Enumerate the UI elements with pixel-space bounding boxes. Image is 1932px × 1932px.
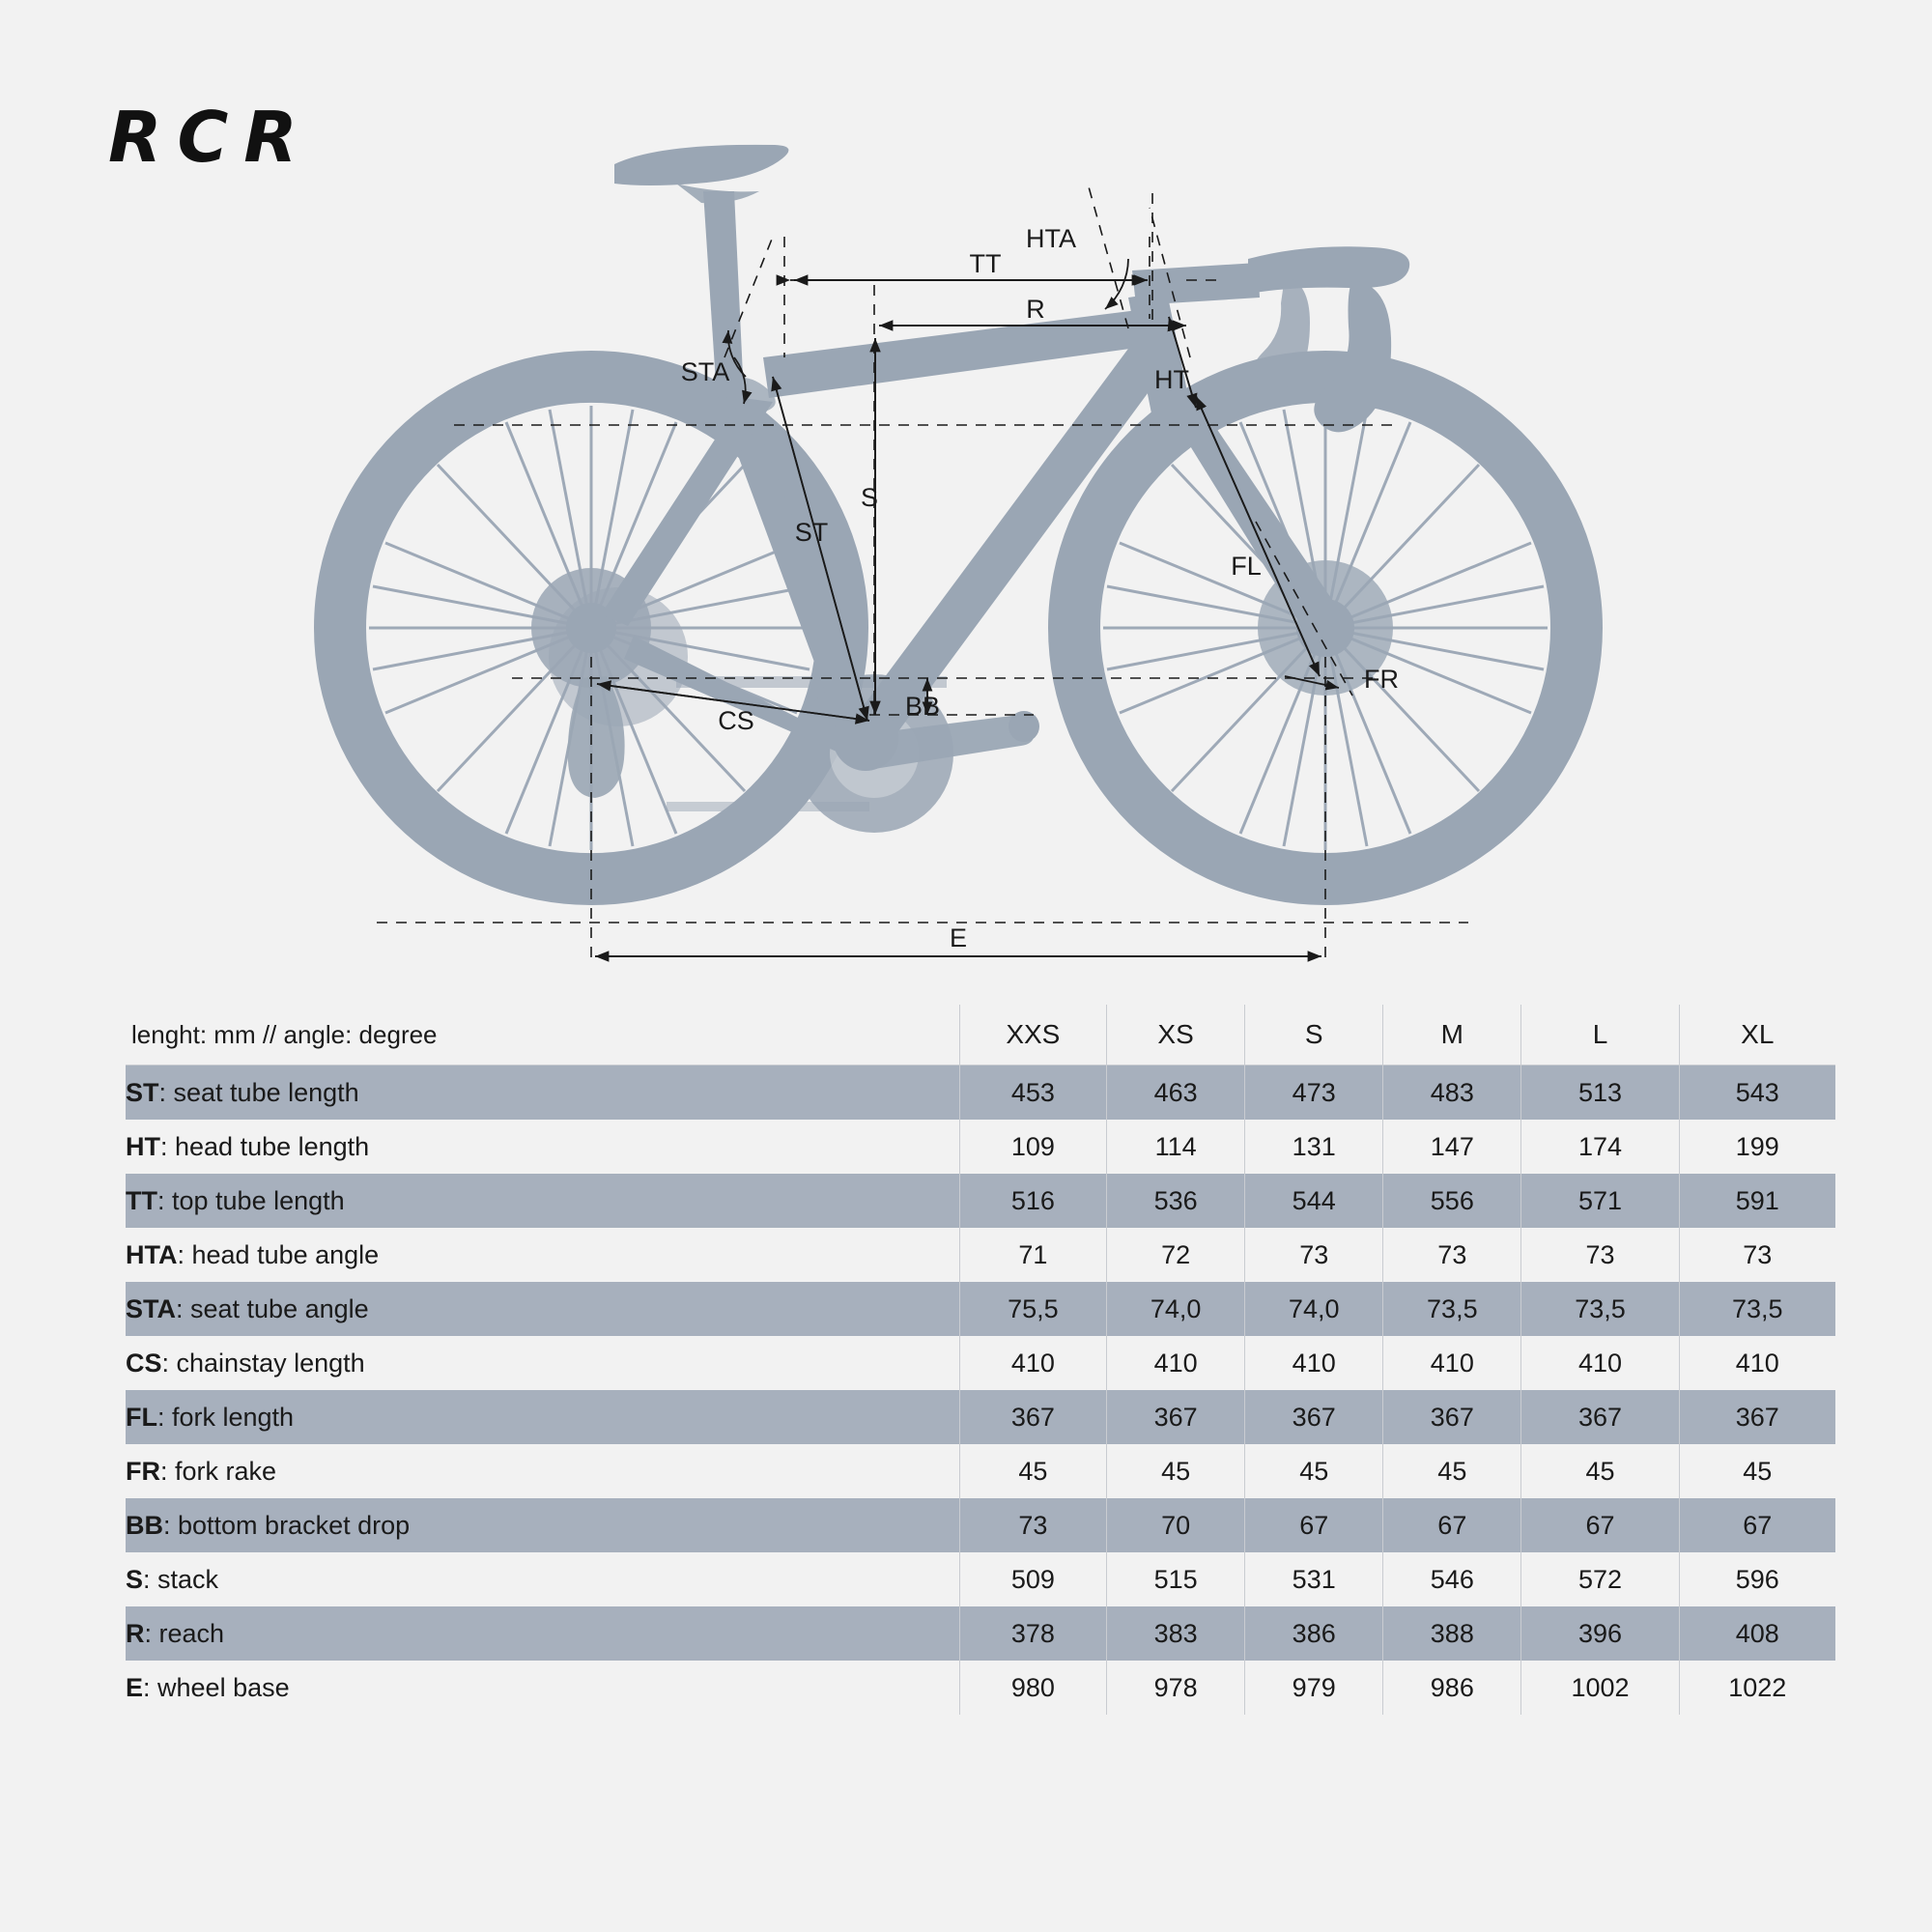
label-e: E bbox=[949, 923, 968, 952]
cell-ht-xxs: 109 bbox=[959, 1120, 1106, 1174]
row-name: : seat tube length bbox=[158, 1077, 359, 1107]
row-label-st bbox=[126, 1065, 959, 1121]
geometry-table-body bbox=[126, 1065, 1835, 1716]
cell-fr-xxs: 45 bbox=[959, 1444, 1106, 1498]
cell-fr-s: 45 bbox=[1245, 1444, 1383, 1498]
cell-fr-xs: 45 bbox=[1107, 1444, 1245, 1498]
table-row bbox=[126, 1552, 1835, 1606]
label-fl: FL bbox=[1231, 552, 1262, 581]
cell-st-m: 483 bbox=[1383, 1065, 1521, 1121]
cell-sta-xxs: 75,5 bbox=[959, 1282, 1106, 1336]
row-label-sta bbox=[126, 1282, 959, 1336]
cell-hta-s: 73 bbox=[1245, 1228, 1383, 1282]
cell-tt-xl: 591 bbox=[1679, 1174, 1835, 1228]
cell-bb-l: 67 bbox=[1521, 1498, 1679, 1552]
table-row bbox=[126, 1498, 1835, 1552]
row-name: : top tube length bbox=[157, 1185, 345, 1215]
label-s: S bbox=[860, 483, 879, 512]
label-bb: BB bbox=[904, 692, 941, 721]
size-header-s: S bbox=[1245, 1005, 1383, 1065]
cell-ht-xs: 114 bbox=[1107, 1120, 1245, 1174]
row-label-fr bbox=[126, 1444, 959, 1498]
label-st: ST bbox=[794, 518, 829, 547]
unit-note: lenght: mm // angle: degree bbox=[126, 1005, 959, 1065]
table-row bbox=[126, 1336, 1835, 1390]
row-name: : fork rake bbox=[160, 1456, 277, 1486]
cell-r-l: 396 bbox=[1521, 1606, 1679, 1661]
cell-sta-m: 73,5 bbox=[1383, 1282, 1521, 1336]
cell-ht-l: 174 bbox=[1521, 1120, 1679, 1174]
cell-r-xs: 383 bbox=[1107, 1606, 1245, 1661]
row-name: : wheel base bbox=[143, 1672, 290, 1702]
label-r: R bbox=[1026, 295, 1045, 324]
cell-bb-xl: 67 bbox=[1679, 1498, 1835, 1552]
row-code: CS bbox=[126, 1348, 162, 1378]
cell-cs-xs: 410 bbox=[1107, 1336, 1245, 1390]
cell-st-xs: 463 bbox=[1107, 1065, 1245, 1121]
cell-fr-m: 45 bbox=[1383, 1444, 1521, 1498]
geometry-table bbox=[126, 1005, 1835, 1715]
cell-st-xl: 543 bbox=[1679, 1065, 1835, 1121]
row-code: FL bbox=[126, 1402, 157, 1432]
cell-fr-xl: 45 bbox=[1679, 1444, 1835, 1498]
label-sta: STA bbox=[680, 357, 730, 386]
cell-sta-l: 73,5 bbox=[1521, 1282, 1679, 1336]
cell-sta-s: 74,0 bbox=[1245, 1282, 1383, 1336]
cell-bb-s: 67 bbox=[1245, 1498, 1383, 1552]
cell-s-l: 572 bbox=[1521, 1552, 1679, 1606]
size-header-xl: XL bbox=[1679, 1005, 1835, 1065]
cell-e-s: 979 bbox=[1245, 1661, 1383, 1715]
cell-s-xl: 596 bbox=[1679, 1552, 1835, 1606]
row-code: FR bbox=[126, 1456, 160, 1486]
cell-cs-xxs: 410 bbox=[959, 1336, 1106, 1390]
row-code: BB bbox=[126, 1510, 163, 1540]
cell-bb-xs: 70 bbox=[1107, 1498, 1245, 1552]
cell-s-xs: 515 bbox=[1107, 1552, 1245, 1606]
cell-r-m: 388 bbox=[1383, 1606, 1521, 1661]
cell-bb-m: 67 bbox=[1383, 1498, 1521, 1552]
row-label-tt bbox=[126, 1174, 959, 1228]
label-hta: HTA bbox=[1026, 224, 1076, 253]
cell-fr-l: 45 bbox=[1521, 1444, 1679, 1498]
label-cs: CS bbox=[718, 706, 754, 735]
row-code: E bbox=[126, 1672, 144, 1702]
cell-r-xl: 408 bbox=[1679, 1606, 1835, 1661]
row-label-hta bbox=[126, 1228, 959, 1282]
cell-hta-xs: 72 bbox=[1107, 1228, 1245, 1282]
label-fr: FR bbox=[1364, 665, 1399, 694]
cell-ht-m: 147 bbox=[1383, 1120, 1521, 1174]
cell-s-s: 531 bbox=[1245, 1552, 1383, 1606]
table-row bbox=[126, 1661, 1835, 1715]
row-name: : fork length bbox=[157, 1402, 295, 1432]
row-code: HTA bbox=[126, 1239, 178, 1269]
row-label-r bbox=[126, 1606, 959, 1661]
row-code: HT bbox=[126, 1131, 160, 1161]
cell-tt-m: 556 bbox=[1383, 1174, 1521, 1228]
cell-ht-xl: 199 bbox=[1679, 1120, 1835, 1174]
row-name: : head tube angle bbox=[177, 1239, 380, 1269]
size-header-xs: XS bbox=[1107, 1005, 1245, 1065]
table-row bbox=[126, 1174, 1835, 1228]
row-label-bb bbox=[126, 1498, 959, 1552]
cell-e-xxs: 980 bbox=[959, 1661, 1106, 1715]
cell-cs-l: 410 bbox=[1521, 1336, 1679, 1390]
label-tt: TT bbox=[969, 249, 1002, 278]
row-name: : head tube length bbox=[160, 1131, 370, 1161]
row-label-fl bbox=[126, 1390, 959, 1444]
cell-cs-xl: 410 bbox=[1679, 1336, 1835, 1390]
row-code: ST bbox=[126, 1077, 159, 1107]
cell-fl-xxs: 367 bbox=[959, 1390, 1106, 1444]
cell-hta-xxs: 71 bbox=[959, 1228, 1106, 1282]
bike-geometry-diagram bbox=[0, 39, 1932, 966]
cell-e-xs: 978 bbox=[1107, 1661, 1245, 1715]
label-ht: HT bbox=[1154, 365, 1189, 394]
table-row bbox=[126, 1390, 1835, 1444]
row-name: : reach bbox=[144, 1618, 225, 1648]
cell-st-xxs: 453 bbox=[959, 1065, 1106, 1121]
row-name: : seat tube angle bbox=[176, 1293, 369, 1323]
cell-st-l: 513 bbox=[1521, 1065, 1679, 1121]
cell-s-m: 546 bbox=[1383, 1552, 1521, 1606]
geometry-table-header bbox=[126, 1005, 1835, 1065]
brand-logo: RCR bbox=[108, 97, 313, 178]
cell-st-s: 473 bbox=[1245, 1065, 1383, 1121]
cell-r-s: 386 bbox=[1245, 1606, 1383, 1661]
cell-tt-s: 544 bbox=[1245, 1174, 1383, 1228]
table-row bbox=[126, 1065, 1835, 1121]
row-name: : stack bbox=[143, 1564, 219, 1594]
cell-r-xxs: 378 bbox=[959, 1606, 1106, 1661]
cell-s-xxs: 509 bbox=[959, 1552, 1106, 1606]
cell-cs-s: 410 bbox=[1245, 1336, 1383, 1390]
cell-tt-xxs: 516 bbox=[959, 1174, 1106, 1228]
table-row bbox=[126, 1444, 1835, 1498]
cell-sta-xl: 73,5 bbox=[1679, 1282, 1835, 1336]
row-code: R bbox=[126, 1618, 145, 1648]
row-code: S bbox=[126, 1564, 144, 1594]
cell-fl-xl: 367 bbox=[1679, 1390, 1835, 1444]
cell-e-xl: 1022 bbox=[1679, 1661, 1835, 1715]
cell-hta-xl: 73 bbox=[1679, 1228, 1835, 1282]
table-row bbox=[126, 1282, 1835, 1336]
table-row bbox=[126, 1120, 1835, 1174]
cell-tt-xs: 536 bbox=[1107, 1174, 1245, 1228]
cell-hta-m: 73 bbox=[1383, 1228, 1521, 1282]
row-name: : chainstay length bbox=[161, 1348, 365, 1378]
cell-fl-m: 367 bbox=[1383, 1390, 1521, 1444]
size-header-xxs: XXS bbox=[959, 1005, 1106, 1065]
cell-e-l: 1002 bbox=[1521, 1661, 1679, 1715]
cell-fl-l: 367 bbox=[1521, 1390, 1679, 1444]
row-label-e bbox=[126, 1661, 959, 1715]
row-label-cs bbox=[126, 1336, 959, 1390]
row-name: : bottom bracket drop bbox=[163, 1510, 411, 1540]
table-row bbox=[126, 1606, 1835, 1661]
cell-fl-xs: 367 bbox=[1107, 1390, 1245, 1444]
cell-ht-s: 131 bbox=[1245, 1120, 1383, 1174]
size-header-l: L bbox=[1521, 1005, 1679, 1065]
cell-sta-xs: 74,0 bbox=[1107, 1282, 1245, 1336]
row-label-s bbox=[126, 1552, 959, 1606]
row-label-ht bbox=[126, 1120, 959, 1174]
size-header-m: M bbox=[1383, 1005, 1521, 1065]
cell-hta-l: 73 bbox=[1521, 1228, 1679, 1282]
cell-cs-m: 410 bbox=[1383, 1336, 1521, 1390]
row-code: STA bbox=[126, 1293, 176, 1323]
cell-e-m: 986 bbox=[1383, 1661, 1521, 1715]
row-code: TT bbox=[126, 1185, 157, 1215]
table-header-row bbox=[126, 1005, 1835, 1065]
table-row bbox=[126, 1228, 1835, 1282]
cell-fl-s: 367 bbox=[1245, 1390, 1383, 1444]
cell-bb-xxs: 73 bbox=[959, 1498, 1106, 1552]
cell-tt-l: 571 bbox=[1521, 1174, 1679, 1228]
